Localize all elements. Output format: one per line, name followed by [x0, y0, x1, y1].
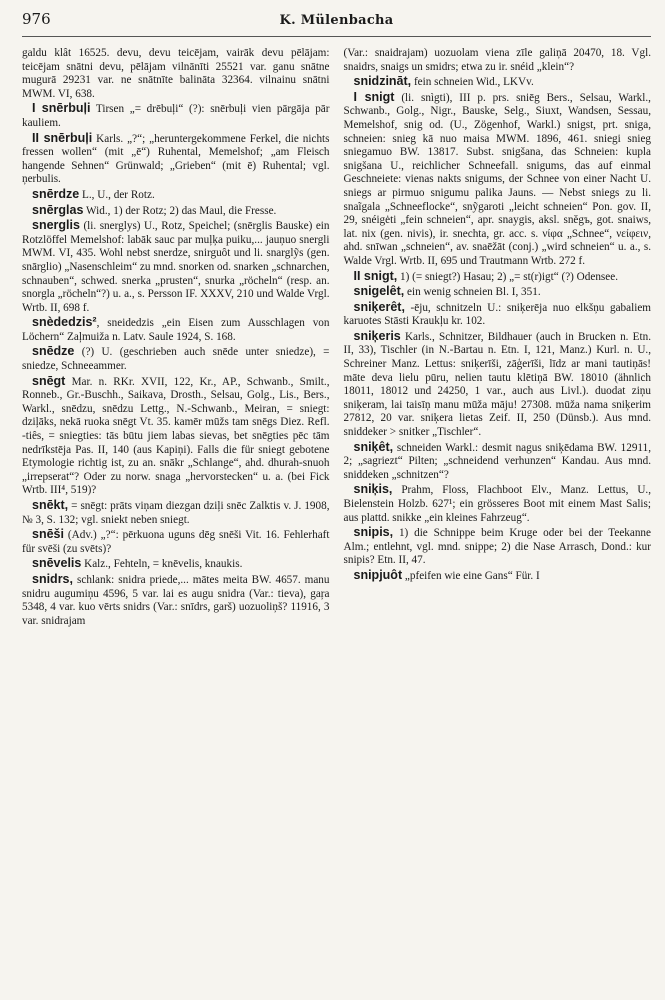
entry-headword: snigelêt,: [353, 284, 405, 299]
entry-headword: snerglis: [32, 218, 80, 233]
entry-headword: snèdedzis²: [32, 315, 97, 330]
dictionary-entry: snèdedzis², sneidedzis „ein Eisen zum Ausschlagen von Löchern“ Zaļmuiža n. Latv. Saule 1924, S. 168.: [22, 315, 330, 343]
entry-headword: II snērbuļi: [32, 130, 93, 145]
entry-headword: snērdze: [32, 186, 80, 201]
entry-headword: sniķêt,: [353, 439, 394, 454]
page-number: 976: [22, 10, 51, 28]
entry-headword: snēgt: [32, 373, 66, 388]
page-header: [22, 10, 651, 37]
dictionary-entry: snērdze L., U., der Rotz.: [32, 186, 155, 201]
dictionary-entry: I snērbuļi Tirsen „= drēbuļi“ (?): snērbuļi vien pārgāja pār kauliem.: [22, 101, 330, 129]
dictionary-entry: sniķêt, schneiden Warkl.: desmit nagus sniķēdama BW. 12911, 2; „sagriezt“ Pilten; „schneidend verhunzen“ Kandau. Aus mnd. sniddeken „schnitzen“?: [343, 439, 651, 481]
entry-headword: snipjuôt: [353, 567, 403, 582]
entry-headword: sniķeris: [353, 328, 401, 343]
right-column: [344, 47, 652, 629]
dictionary-entry: snipjuôt „pfeifen wie eine Gans“ Für. I: [353, 567, 540, 582]
dictionary-entry: snēgt Mar. n. RKr. XVII, 122, Kr., AP., Schwanb., Smilt., Ronneb., Gr.-Buschh., Saikava, Drosth., Selsau, Golg., Lis., Bers., Warkl., snēdzu, snēdzu Lettg., N.-Schwanb., Meiran, = sniegt: dziļāks, nekā ruoka snēgt Vt. 35. kamēr mūžs tam snēgs Diez. Refl. -tiês, = sniegties: tās būtu jiem labas sievas, bet snēgties pēc tām nedrīkstēja Pas. II, 140 (aus Kapiņi). Falls die für sniegt gebotene Etymologie richtig ist, zu an. snākr „Schlange“, ahd. dhurah-snuoh „irrepserat“? Oder zu norw. snaga „hervorstecken“ u. a. (bei Fick Wrtb. III⁴, 519)?: [22, 373, 330, 497]
dictionary-entry: snipis, 1) die Schnippe beim Kruge oder bei der Teekanne Alm.; entlehnt, vgl. mnd. snippe; 2) die Nase Arrasch, Dond.: kur snipis? Etn. II, 47.: [343, 525, 651, 567]
entry-headword: snēši: [32, 527, 64, 542]
dictionary-entry: snērglas Wid., 1) der Rotz; 2) das Maul, die Fresse.: [32, 202, 277, 217]
dictionary-entry: snigelêt, ein wenig schneien Bl. I, 351.: [353, 284, 541, 299]
entry-headword: snēvelis: [32, 556, 82, 571]
dictionary-columns: [22, 47, 651, 629]
dictionary-entry: snēši (Adv.) „?“: pērkuona uguns dēg snēši Vit. 16. Fehlerhaft für svēši (zu svēts)?: [22, 527, 330, 555]
dictionary-entry: II snērbuļi Karls. „?“; „heruntergekommene Ferkel, die nichts fressen wollen“ (mit „ē“) Ruhental, Memelshof; „am Fleisch hangende Sehnen“ Grünwald; „Grieben“ (mit ē) Ruhental; vgl. ņerbulis.: [22, 130, 330, 186]
dictionary-entry: snidrs, schlank: snidra priede,... mātes meita BW. 4657. manu snidru augumiņu 4596, 5 var. lai es augu snidra (Var.: tieva), gaŗa 5348, 4 var. kuo vērts snidrs (Var.: snīdrs, garš) uozuoliņš? 11916, 3 var. snidrajam: [22, 571, 330, 627]
entry-headword: snidzināt,: [353, 74, 412, 89]
entry-headword: I snērbuļi: [32, 101, 91, 116]
dictionary-entry: sniķerêt, -ēju, schnitzeln U.: sniķerēja nuo elkšņu gabaliem karuotes Stāsti Kraukļu kr. 102.: [343, 299, 651, 328]
entry-headword: I snigt: [353, 89, 395, 104]
dictionary-entry: snēkt, = snēgt: prāts viņam diezgan dziļi snēc Zalktis v. J. 1908, № 3, S. 132; vgl. sniekt neben sniegt.: [22, 498, 330, 526]
dictionary-entry: (Var.: snaidrajam) uozuolam viena zīle galiņā 20470, 18. Vgl. snaidrs, snaigs un smidrs; etwa zu ir. snéid „klein“?: [343, 47, 651, 73]
dictionary-entry: snerglis (li. snerglys) U., Rotz, Speichel; (snērglis Bauske) ein Rotzlöffel Memelshof: labāk sauc par muļķa puiku,... jauņuo snergli MWM. VI, 435. Wohl nebst snerdze, snirguôt und li. snarglỹs (gen. snārglio) „Nasenschleim“ zu mnd. snorken od. snarken „schnarchen, schnauben“, schwed. snerka „prusten“, snurka „röcheln“ (resp. an. snorgla „röcheln“?) u. a., s. Persson IF. XXXV, 210 und Walde Vrgl. Wrtb. II, 698 f.: [22, 218, 330, 314]
dictionary-entry: sniķeris Karls., Schnitzer, Bildhauer (auch in Brucken n. Etn. II, 33), Tischler (in N.-Bartau n. Etn. I, 121, Manz.) Kurl. n. U., Schreiner Manz. Lettus: sniķerīši, zāģerīši, līdz ar mani tautiņās! māte deva lielu pūru, nelien tautu klētiņā BW. 18010 (ähnlich 18011, 18012 und 24250, 1 var., auch aus Livl.). duodat ziņu sniķeram, lai taisīņ manu mūža māju! 27308. mūža nama sniķerim 27812, 20 var. sniķera lietas Zeif. II, 250 (Dünsb.). Aus mnd. sniddeker > snitker „Tischler“.: [343, 328, 651, 439]
dictionary-entry: snēvelis Kalz., Fehteln, = knēvelis, knaukis.: [32, 556, 243, 571]
entry-headword: snēkt,: [32, 498, 69, 512]
entry-headword: sniķis,: [353, 482, 393, 497]
dictionary-entry: galdu klât 16525. devu, devu teicējam, vairāk devu pēlājam: teicējam snātni devu, pēlājam vilnānīti 25521 var. ganu snātne mugurā 29231 var. ne snātnīte balināta 32364. vilnainu snātni MWM. VI, 638.: [22, 47, 330, 100]
dictionary-entry: sniķis, Prahm, Floss, Flachboot Elv., Manz. Lettus, U., Bielenstein Holzb. 627¹; ein grösseres Boot mit einem Mast Salis; aus plattd. snikke „ein kleines Fahrzeug“.: [343, 482, 651, 524]
entry-headword: snipis,: [353, 525, 394, 540]
running-title: K. Mülenbacha: [279, 13, 394, 28]
entry-headword: sniķerêt,: [353, 299, 405, 314]
entry-headword: snērglas: [32, 202, 84, 217]
dictionary-entry: II snigt, 1) (= sniegt?) Hasau; 2) „= st(r)igt“ (?) Odensee.: [353, 268, 618, 283]
dictionary-entry: snēdze (?) U. (geschrieben auch snēde unter sniedze), = sniedze, Schneeammer.: [22, 344, 330, 373]
entry-headword: snidrs,: [32, 571, 73, 586]
entry-headword: II snigt,: [353, 268, 398, 283]
dictionary-entry: I snigt (li. snìgti), III p. prs. sniēg Bers., Selsau, Warkl., Schwanb., Golg., Nigr., Bauske, Selg., Siuxt, Wandsen, Sessau, Memelshof, snig od. (U., Zögenhof, Warkl.) snigst, prt. sniga, schneien: snieg kā nuo maisa MWM. 1896, 461. sniegi snieg sniegamuo BW. 13817. Subst. snigšana, das Schneien: kupla snigšana U., reichlicher Schneefall. snigums, das auf einmal Geschneiete: vienas nakts snigums, der Schnee von einer Nacht U. sniegs ar pirmuo snigumu palika Jauns. — Nebst sniegs zu li. snaĩgala „Schneeflocke“, snỹgaroti „leicht schneien“ Pon. gov. II, 29, snéigėti „fein schneien“, apr. snaygis, aksl. snĕgъ, got. snaiws, lat. nix (gen. nivis), ir. snechta, gr. acc. s. νίφα „Schnee“, νείφειν, ahd. snīwan „schneien“, av. snaēžāt (conj.) „wird schneien“ u. a., s. Walde Vrgl. Wrtb. II, 695 und Trautmann Wrtb. 272 f.: [343, 89, 651, 267]
entry-headword: snēdze: [32, 344, 75, 359]
left-column: [22, 47, 330, 629]
dictionary-entry: snidzināt, fein schneien Wid., LKVv.: [353, 74, 534, 89]
